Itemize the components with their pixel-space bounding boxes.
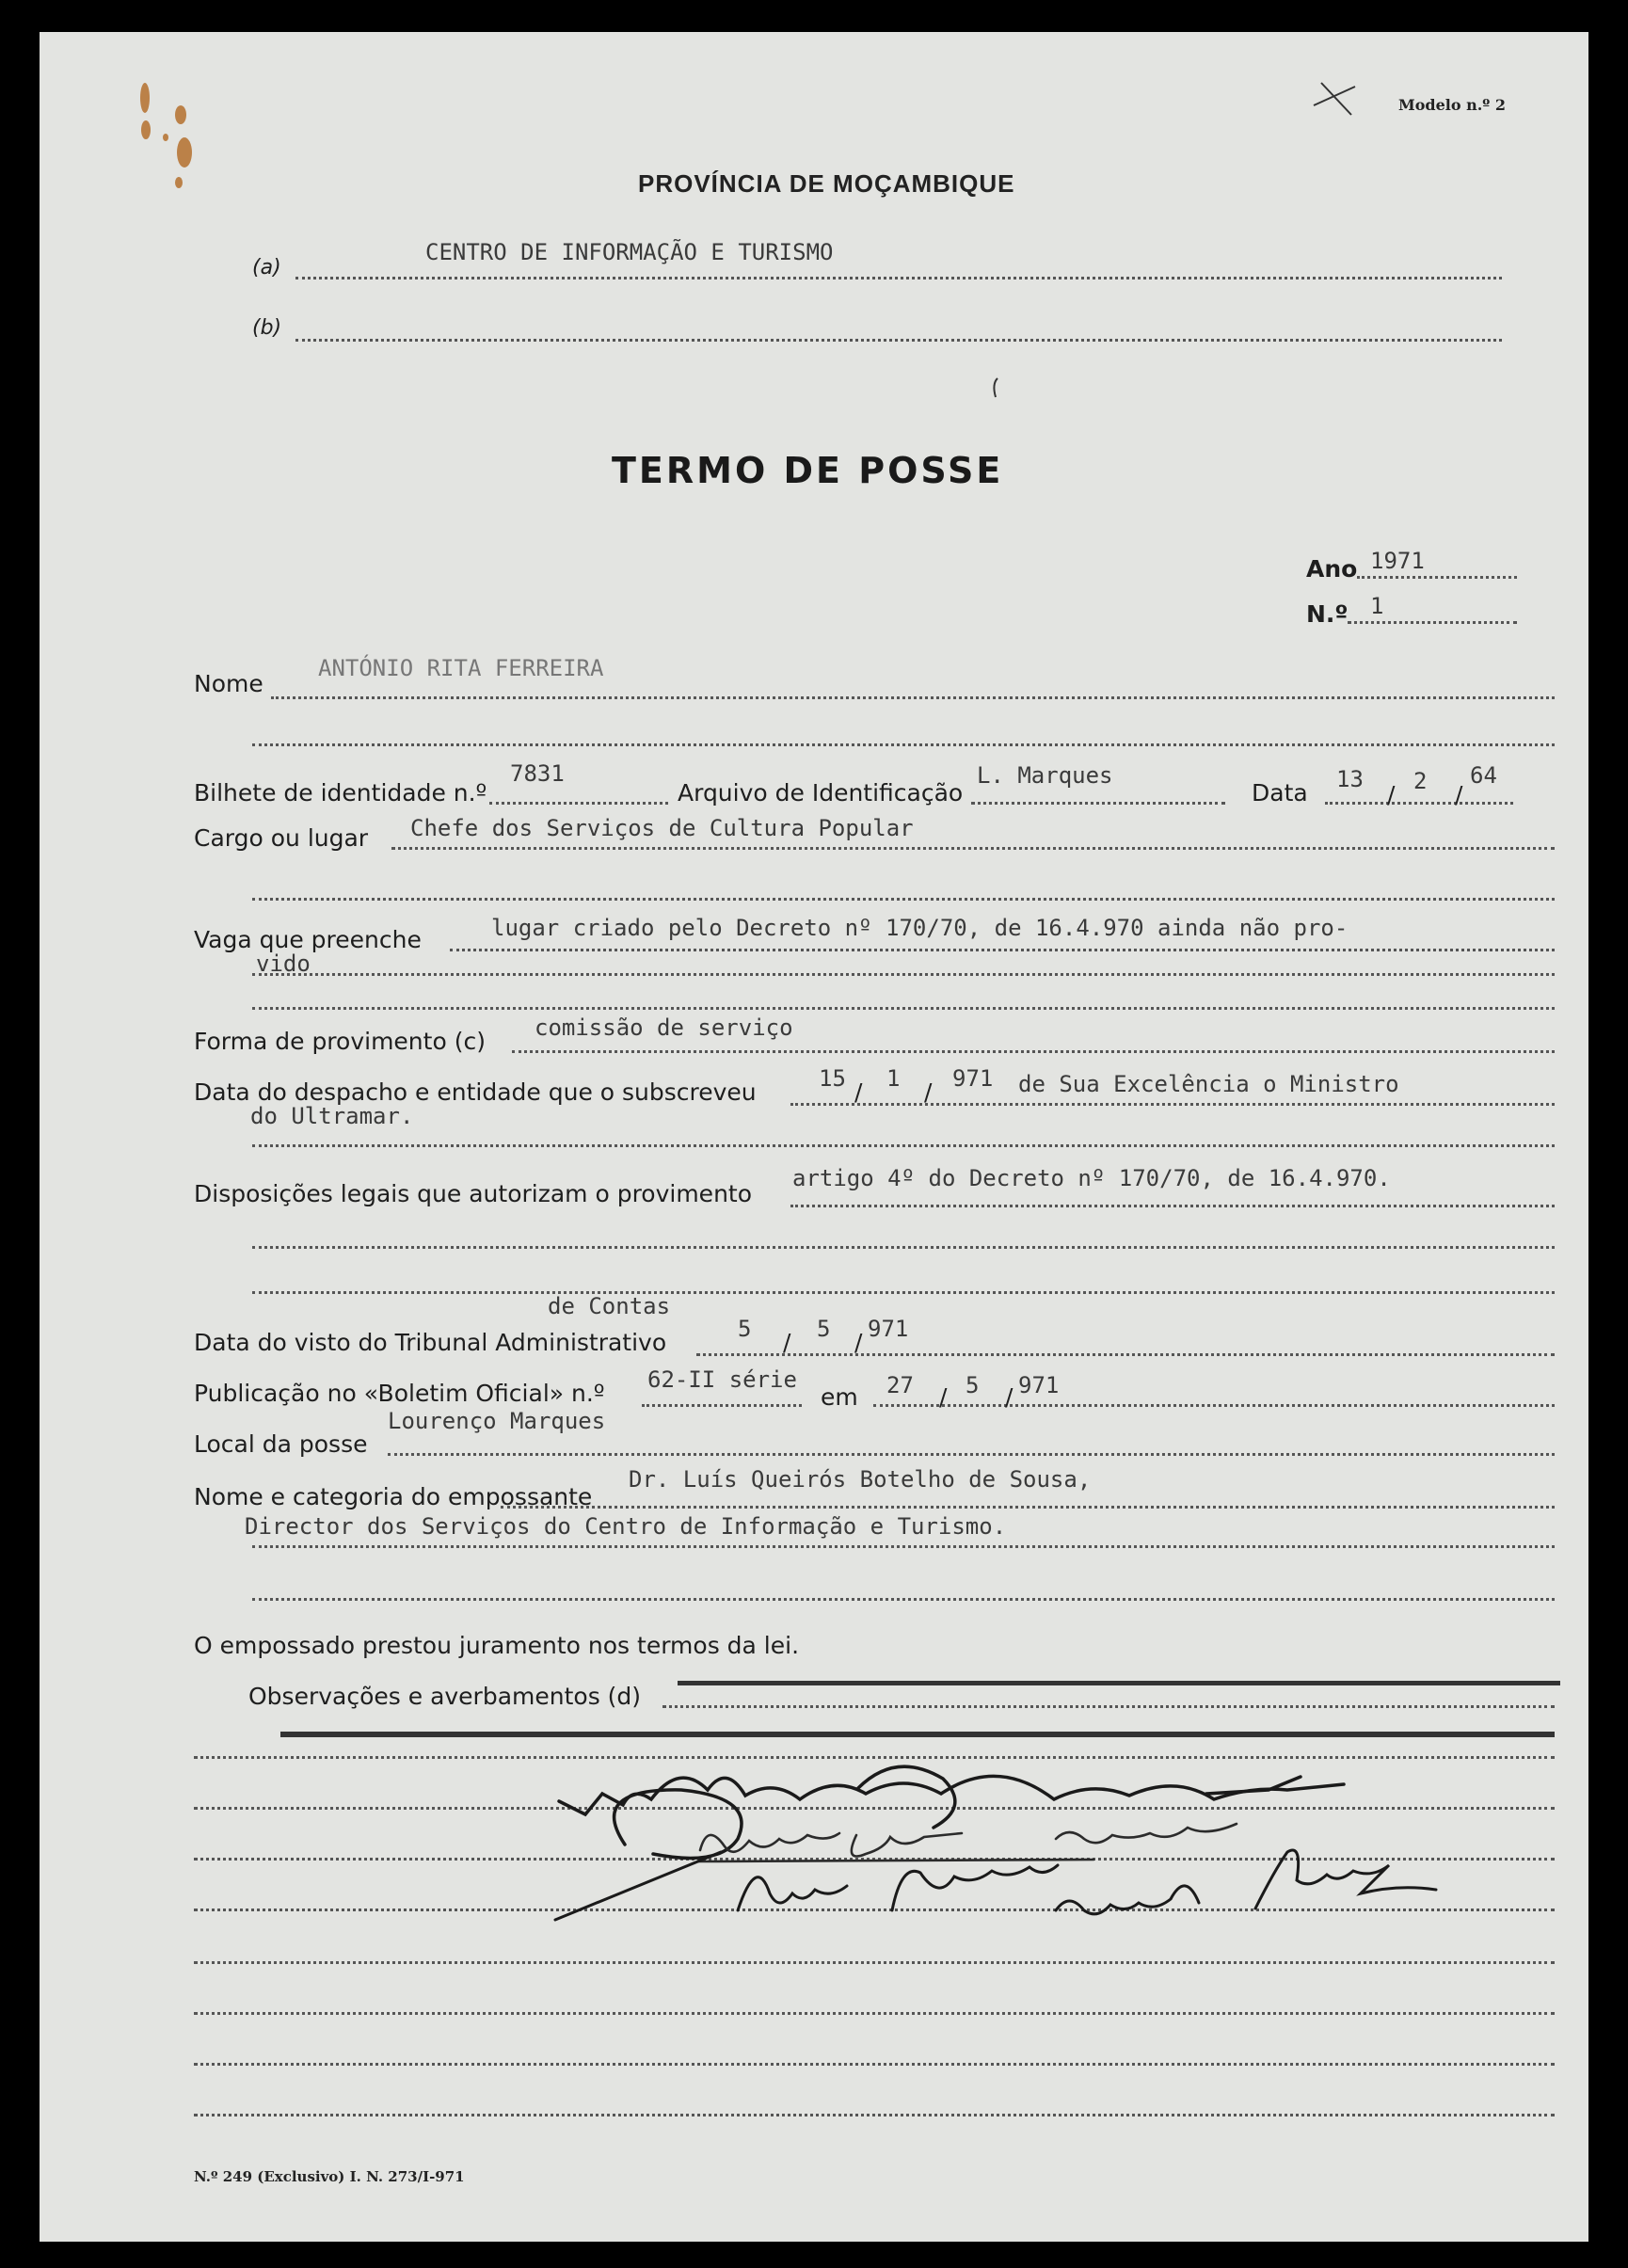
forma-label: Forma de provimento (c): [194, 1028, 486, 1055]
pub-day: 27: [886, 1372, 914, 1398]
publicacao-value: 62-II série: [647, 1366, 797, 1393]
handwriting-overlay: [40, 32, 1588, 2242]
despacho-slash-1: /: [854, 1078, 863, 1106]
pub-slash-1: /: [939, 1383, 948, 1411]
data-day: 13: [1336, 766, 1364, 792]
vaga-value-2: vido: [256, 950, 311, 977]
juramento-text: O empossado prestou juramento nos termos da lei.: [194, 1632, 800, 1659]
pen-tick: [994, 378, 998, 397]
empossante-label: Nome e categoria do empossante: [194, 1483, 593, 1510]
despacho-year: 971: [952, 1065, 994, 1092]
bi-label: Bilhete de identidade n.º: [194, 779, 487, 807]
disposicoes-label: Disposições legais que autorizam o provimento: [194, 1180, 753, 1207]
despacho-slash-2: /: [924, 1078, 933, 1106]
pub-slash-2: /: [1005, 1383, 1014, 1411]
numero-value: 1: [1370, 593, 1384, 619]
disposicoes-value: artigo 4º do Decreto nº 170/70, de 16.4.970.: [792, 1165, 1391, 1191]
numero-label: N.º: [1306, 600, 1349, 628]
a-marker: (a): [252, 256, 281, 280]
nome-value: ANTÓNIO RITA FERREIRA: [318, 655, 604, 681]
signature-1: [559, 1766, 1344, 1858]
arquivo-value: L. Marques: [977, 762, 1113, 789]
arquivo-label: Arquivo de Identificação: [678, 779, 964, 807]
em-label: em: [821, 1383, 858, 1411]
visto-slash-1: /: [783, 1329, 791, 1356]
nome-label: Nome: [194, 670, 263, 697]
x-mark: [1314, 83, 1355, 115]
observacoes-label: Observações e averbamentos (d): [248, 1683, 642, 1710]
data-slash-1: /: [1387, 781, 1396, 808]
rust-stain: [140, 83, 192, 188]
b-marker: (b): [252, 316, 282, 340]
despacho-value-1: de Sua Excelência o Ministro: [1018, 1071, 1399, 1097]
visto-day: 5: [738, 1316, 752, 1342]
document-sheet: [40, 32, 1588, 2242]
pub-month: 5: [966, 1372, 980, 1398]
visto-month: 5: [817, 1316, 831, 1342]
despacho-day: 15: [819, 1065, 846, 1092]
empossante-value-1: Dr. Luís Queirós Botelho de Sousa,: [629, 1466, 1092, 1493]
despacho-month: 1: [886, 1065, 901, 1092]
data-label: Data: [1252, 779, 1308, 807]
data-year: 64: [1470, 762, 1497, 789]
print-reference: N.º 249 (Exclusivo) I. N. 273/I-971: [194, 2168, 465, 2185]
forma-value: comissão de serviço: [535, 1014, 793, 1041]
empossante-value-2: Director dos Serviços do Centro de Informação e Turismo.: [245, 1513, 1007, 1540]
ano-label: Ano: [1306, 555, 1358, 583]
cargo-label: Cargo ou lugar: [194, 824, 369, 852]
visto-slash-2: /: [854, 1329, 863, 1356]
visto-year: 971: [868, 1316, 909, 1342]
data-month: 2: [1413, 768, 1428, 794]
despacho-value-2: do Ultramar.: [250, 1103, 414, 1129]
signature-2: [698, 1824, 1237, 1861]
local-value: Lourenço Marques: [388, 1408, 606, 1434]
local-label: Local da posse: [194, 1430, 368, 1458]
publicacao-label: Publicação no «Boletim Oficial» n.º: [194, 1380, 605, 1407]
ano-value: 1971: [1370, 548, 1425, 574]
province-heading: PROVÍNCIA DE MOÇAMBIQUE: [638, 169, 1015, 198]
bi-value: 7831: [510, 760, 565, 787]
visto-label: Data do visto do Tribunal Administrativo: [194, 1329, 667, 1356]
document-title: TERMO DE POSSE: [612, 450, 1004, 491]
data-slash-2: /: [1455, 781, 1463, 808]
a-value: CENTRO DE INFORMAÇÃO E TURISMO: [425, 239, 834, 265]
pub-year: 971: [1018, 1372, 1060, 1398]
despacho-label: Data do despacho e entidade que o subscreveu: [194, 1078, 757, 1106]
vaga-label: Vaga que preenche: [194, 926, 422, 953]
visto-correction: de Contas: [548, 1293, 671, 1319]
cargo-value: Chefe dos Serviços de Cultura Popular: [410, 815, 914, 841]
model-number: Modelo n.º 2: [1398, 96, 1506, 114]
vaga-value-1: lugar criado pelo Decreto nº 170/70, de 16.4.970 ainda não pro-: [491, 915, 1349, 941]
